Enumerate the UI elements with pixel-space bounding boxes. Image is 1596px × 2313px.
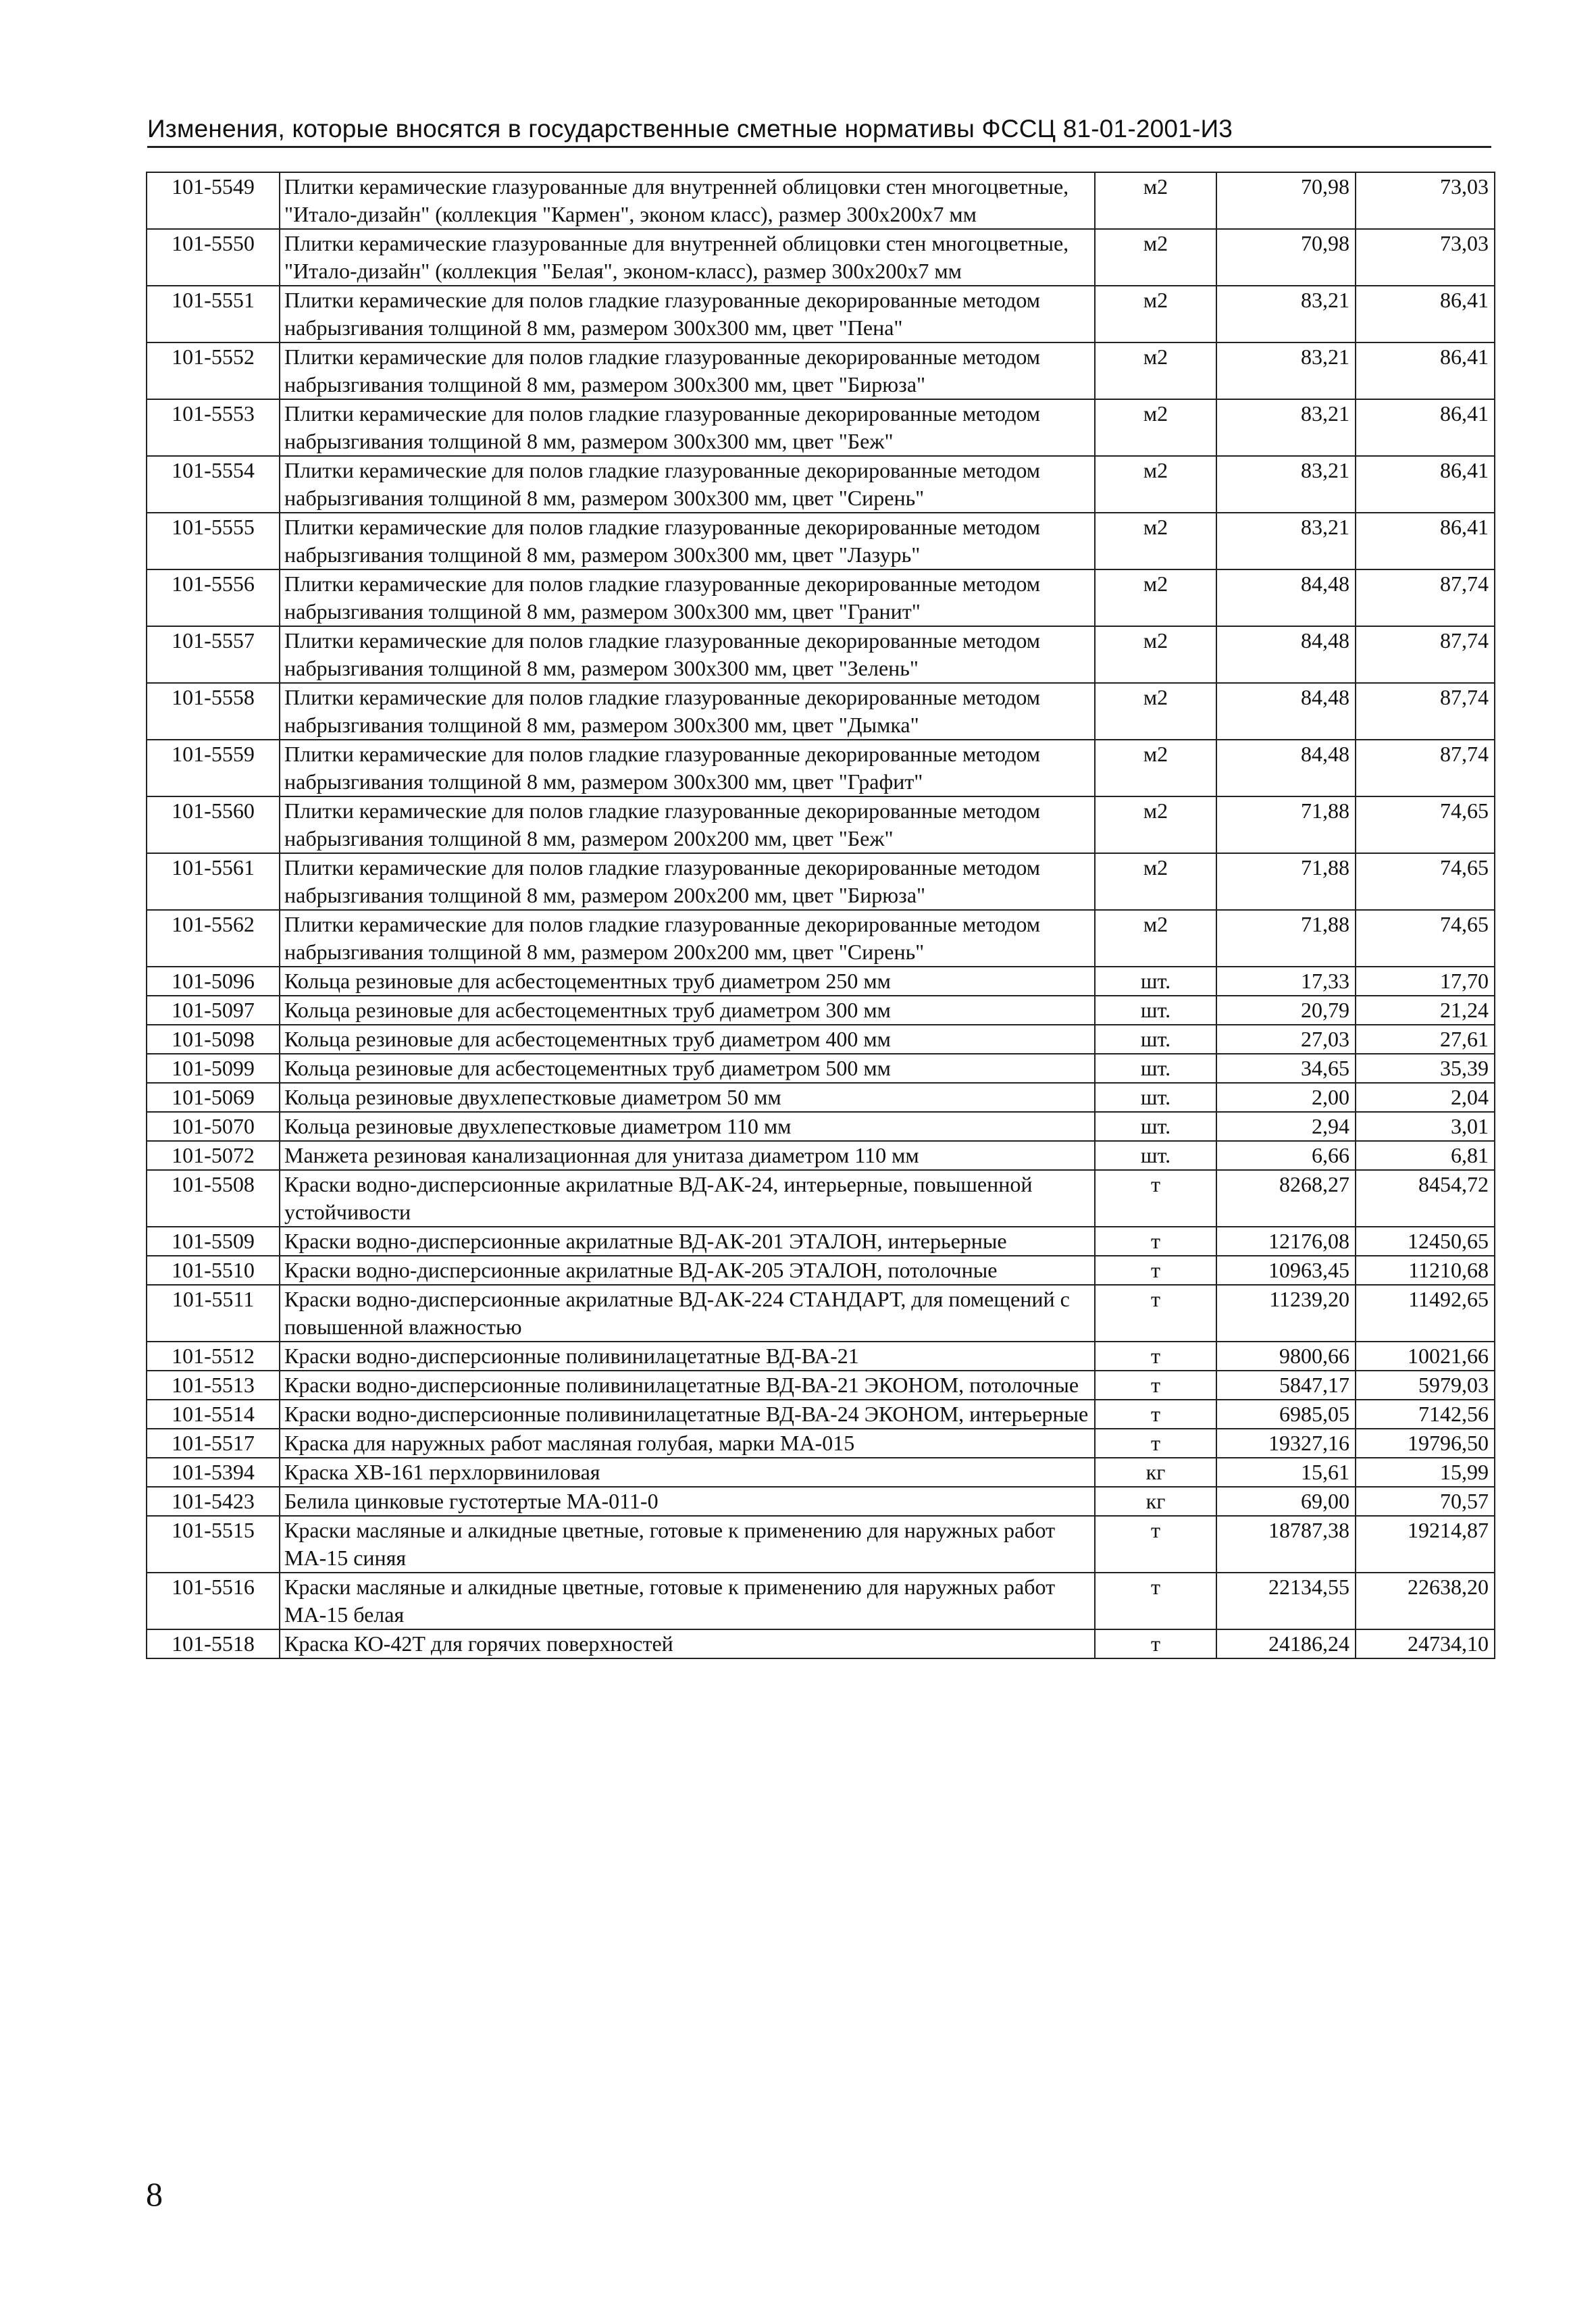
table-row xyxy=(147,1083,1495,1112)
item-unit: т xyxy=(1095,1371,1216,1400)
table-row xyxy=(147,229,1495,286)
item-name: Плитки керамические глазурованные для внутренней облицовки стен многоцветные, "Итало-дизайн" (коллекция "Кармен", эконом класс), размер 300x200x7 мм xyxy=(280,172,1095,229)
item-code: 101-5423 xyxy=(147,1487,280,1516)
item-price-2: 19796,50 xyxy=(1356,1429,1495,1458)
item-price-2: 35,39 xyxy=(1356,1054,1495,1083)
item-price-2: 12450,65 xyxy=(1356,1227,1495,1256)
item-code: 101-5552 xyxy=(147,342,280,399)
table-row xyxy=(147,1629,1495,1658)
item-price-2: 87,74 xyxy=(1356,626,1495,683)
item-price-1: 71,88 xyxy=(1216,910,1356,967)
item-price-1: 6,66 xyxy=(1216,1141,1356,1170)
page-number: 8 xyxy=(146,2175,163,2213)
item-price-1: 22134,55 xyxy=(1216,1573,1356,1629)
item-name: Кольца резиновые двухлепестковые диаметром 50 мм xyxy=(280,1083,1095,1112)
item-name: Краска КО-42Т для горячих поверхностей xyxy=(280,1629,1095,1658)
item-code: 101-5510 xyxy=(147,1256,280,1285)
item-unit: шт. xyxy=(1095,1025,1216,1054)
item-unit: т xyxy=(1095,1170,1216,1227)
item-unit: м2 xyxy=(1095,456,1216,513)
item-price-1: 5847,17 xyxy=(1216,1371,1356,1400)
item-price-2: 74,65 xyxy=(1356,910,1495,967)
item-price-1: 15,61 xyxy=(1216,1458,1356,1487)
item-price-1: 34,65 xyxy=(1216,1054,1356,1083)
table-row xyxy=(147,1112,1495,1141)
item-name: Кольца резиновые для асбестоцементных труб диаметром 400 мм xyxy=(280,1025,1095,1054)
item-unit: м2 xyxy=(1095,569,1216,626)
item-code: 101-5516 xyxy=(147,1573,280,1629)
item-code: 101-5561 xyxy=(147,853,280,910)
item-name: Краски водно-дисперсионные поливинилацетатные ВД-ВА-21 ЭКОНОМ, потолочные xyxy=(280,1371,1095,1400)
table-row xyxy=(147,172,1495,229)
item-price-2: 22638,20 xyxy=(1356,1573,1495,1629)
item-unit: м2 xyxy=(1095,740,1216,796)
item-price-2: 17,70 xyxy=(1356,967,1495,996)
item-code: 101-5557 xyxy=(147,626,280,683)
item-unit: т xyxy=(1095,1516,1216,1573)
item-unit: шт. xyxy=(1095,1083,1216,1112)
item-price-1: 84,48 xyxy=(1216,740,1356,796)
table-row xyxy=(147,626,1495,683)
item-unit: шт. xyxy=(1095,967,1216,996)
table-row xyxy=(147,1400,1495,1429)
item-unit: т xyxy=(1095,1256,1216,1285)
table-body xyxy=(147,172,1495,1658)
item-code: 101-5512 xyxy=(147,1342,280,1371)
item-unit: т xyxy=(1095,1342,1216,1371)
item-unit: т xyxy=(1095,1429,1216,1458)
item-price-2: 6,81 xyxy=(1356,1141,1495,1170)
item-name: Плитки керамические для полов гладкие глазурованные декорированные методом набрызгивания толщиной 8 мм, размером 200x200 мм, цвет "Беж" xyxy=(280,796,1095,853)
item-code: 101-5072 xyxy=(147,1141,280,1170)
item-price-2: 11492,65 xyxy=(1356,1285,1495,1342)
item-price-1: 84,48 xyxy=(1216,626,1356,683)
item-price-1: 84,48 xyxy=(1216,569,1356,626)
item-price-1: 83,21 xyxy=(1216,286,1356,342)
item-price-1: 12176,08 xyxy=(1216,1227,1356,1256)
item-name: Белила цинковые густотертые МА-011-0 xyxy=(280,1487,1095,1516)
item-code: 101-5551 xyxy=(147,286,280,342)
item-code: 101-5560 xyxy=(147,796,280,853)
table-row xyxy=(147,1227,1495,1256)
item-price-2: 74,65 xyxy=(1356,796,1495,853)
item-price-2: 87,74 xyxy=(1356,740,1495,796)
item-price-2: 21,24 xyxy=(1356,996,1495,1025)
item-price-2: 86,41 xyxy=(1356,513,1495,569)
item-price-1: 18787,38 xyxy=(1216,1516,1356,1573)
item-code: 101-5097 xyxy=(147,996,280,1025)
item-code: 101-5555 xyxy=(147,513,280,569)
item-unit: т xyxy=(1095,1285,1216,1342)
item-price-2: 87,74 xyxy=(1356,569,1495,626)
item-unit: м2 xyxy=(1095,910,1216,967)
table-row xyxy=(147,740,1495,796)
item-price-1: 10963,45 xyxy=(1216,1256,1356,1285)
item-name: Кольца резиновые для асбестоцементных труб диаметром 500 мм xyxy=(280,1054,1095,1083)
item-price-2: 10021,66 xyxy=(1356,1342,1495,1371)
table-row xyxy=(147,996,1495,1025)
item-unit: м2 xyxy=(1095,229,1216,286)
item-name: Краски масляные и алкидные цветные, готовые к применению для наружных работ МА-15 белая xyxy=(280,1573,1095,1629)
item-code: 101-5070 xyxy=(147,1112,280,1141)
item-price-2: 74,65 xyxy=(1356,853,1495,910)
item-price-1: 70,98 xyxy=(1216,172,1356,229)
item-price-2: 2,04 xyxy=(1356,1083,1495,1112)
item-code: 101-5096 xyxy=(147,967,280,996)
item-price-1: 70,98 xyxy=(1216,229,1356,286)
item-unit: м2 xyxy=(1095,399,1216,456)
item-name: Краски масляные и алкидные цветные, готовые к применению для наружных работ МА-15 синяя xyxy=(280,1516,1095,1573)
item-code: 101-5558 xyxy=(147,683,280,740)
page-header xyxy=(147,113,1491,148)
item-unit: шт. xyxy=(1095,1112,1216,1141)
item-price-2: 73,03 xyxy=(1356,229,1495,286)
table-row xyxy=(147,286,1495,342)
table-row xyxy=(147,1371,1495,1400)
item-name: Плитки керамические для полов гладкие глазурованные декорированные методом набрызгивания толщиной 8 мм, размером 300x300 мм, цвет "Лазурь" xyxy=(280,513,1095,569)
item-name: Краски водно-дисперсионные акрилатные ВД-АК-205 ЭТАЛОН, потолочные xyxy=(280,1256,1095,1285)
item-price-1: 83,21 xyxy=(1216,456,1356,513)
item-name: Плитки керамические для полов гладкие глазурованные декорированные методом набрызгивания толщиной 8 мм, размером 200x200 мм, цвет "Бирюза" xyxy=(280,853,1095,910)
item-name: Плитки керамические для полов гладкие глазурованные декорированные методом набрызгивания толщиной 8 мм, размером 300x300 мм, цвет "Пена" xyxy=(280,286,1095,342)
table-row xyxy=(147,1487,1495,1516)
item-unit: м2 xyxy=(1095,172,1216,229)
item-unit: шт. xyxy=(1095,1054,1216,1083)
item-price-1: 83,21 xyxy=(1216,342,1356,399)
item-code: 101-5099 xyxy=(147,1054,280,1083)
item-price-1: 2,94 xyxy=(1216,1112,1356,1141)
item-unit: шт. xyxy=(1095,996,1216,1025)
item-price-2: 86,41 xyxy=(1356,456,1495,513)
table-row xyxy=(147,1256,1495,1285)
item-code: 101-5550 xyxy=(147,229,280,286)
item-unit: м2 xyxy=(1095,342,1216,399)
item-price-1: 19327,16 xyxy=(1216,1429,1356,1458)
item-name: Плитки керамические для полов гладкие глазурованные декорированные методом набрызгивания толщиной 8 мм, размером 300x300 мм, цвет "Дымка" xyxy=(280,683,1095,740)
table-row xyxy=(147,399,1495,456)
item-unit: м2 xyxy=(1095,853,1216,910)
item-code: 101-5554 xyxy=(147,456,280,513)
table-row xyxy=(147,569,1495,626)
table-row xyxy=(147,1573,1495,1629)
item-price-1: 9800,66 xyxy=(1216,1342,1356,1371)
item-price-2: 27,61 xyxy=(1356,1025,1495,1054)
item-unit: м2 xyxy=(1095,286,1216,342)
item-price-1: 83,21 xyxy=(1216,399,1356,456)
item-name: Плитки керамические для полов гладкие глазурованные декорированные методом набрызгивания толщиной 8 мм, размером 200x200 мм, цвет "Сирень" xyxy=(280,910,1095,967)
item-unit: м2 xyxy=(1095,513,1216,569)
item-price-2: 86,41 xyxy=(1356,399,1495,456)
item-name: Краска ХВ-161 перхлорвиниловая xyxy=(280,1458,1095,1487)
item-price-2: 19214,87 xyxy=(1356,1516,1495,1573)
item-price-1: 69,00 xyxy=(1216,1487,1356,1516)
item-name: Плитки керамические для полов гладкие глазурованные декорированные методом набрызгивания толщиной 8 мм, размером 300x300 мм, цвет "Гранит" xyxy=(280,569,1095,626)
item-name: Плитки керамические для полов гладкие глазурованные декорированные методом набрызгивания толщиной 8 мм, размером 300x300 мм, цвет "Графит" xyxy=(280,740,1095,796)
item-code: 101-5517 xyxy=(147,1429,280,1458)
item-price-1: 11239,20 xyxy=(1216,1285,1356,1342)
item-price-1: 6985,05 xyxy=(1216,1400,1356,1429)
item-name: Краски водно-дисперсионные поливинилацетатные ВД-ВА-24 ЭКОНОМ, интерьерные xyxy=(280,1400,1095,1429)
item-unit: кг xyxy=(1095,1487,1216,1516)
table-row xyxy=(147,1516,1495,1573)
item-name: Краски водно-дисперсионные акрилатные ВД-АК-224 СТАНДАРТ, для помещений с повышенной влажностью xyxy=(280,1285,1095,1342)
item-name: Плитки керамические для полов гладкие глазурованные декорированные методом набрызгивания толщиной 8 мм, размером 300x300 мм, цвет "Бирюза" xyxy=(280,342,1095,399)
table-row xyxy=(147,1342,1495,1371)
item-code: 101-5553 xyxy=(147,399,280,456)
item-name: Плитки керамические глазурованные для внутренней облицовки стен многоцветные, "Итало-дизайн" (коллекция "Белая", эконом-класс), размер 300x200x7 мм xyxy=(280,229,1095,286)
item-price-2: 7142,56 xyxy=(1356,1400,1495,1429)
table-row xyxy=(147,853,1495,910)
table-row xyxy=(147,683,1495,740)
item-price-2: 15,99 xyxy=(1356,1458,1495,1487)
item-name: Плитки керамические для полов гладкие глазурованные декорированные методом набрызгивания толщиной 8 мм, размером 300x300 мм, цвет "Зелень" xyxy=(280,626,1095,683)
item-code: 101-5556 xyxy=(147,569,280,626)
table-row xyxy=(147,1141,1495,1170)
table-row xyxy=(147,910,1495,967)
table-row xyxy=(147,1458,1495,1487)
item-name: Манжета резиновая канализационная для унитаза диаметром 110 мм xyxy=(280,1141,1095,1170)
item-name: Краски водно-дисперсионные акрилатные ВД-АК-24, интерьерные, повышенной устойчивости xyxy=(280,1170,1095,1227)
table-row xyxy=(147,1025,1495,1054)
item-code: 101-5549 xyxy=(147,172,280,229)
table-row xyxy=(147,1170,1495,1227)
item-code: 101-5511 xyxy=(147,1285,280,1342)
table-row xyxy=(147,342,1495,399)
item-price-2: 24734,10 xyxy=(1356,1629,1495,1658)
item-code: 101-5513 xyxy=(147,1371,280,1400)
price-table xyxy=(146,172,1495,1659)
item-name: Плитки керамические для полов гладкие глазурованные декорированные методом набрызгивания толщиной 8 мм, размером 300x300 мм, цвет "Беж" xyxy=(280,399,1095,456)
table-row xyxy=(147,513,1495,569)
item-unit: шт. xyxy=(1095,1141,1216,1170)
item-name: Краска для наружных работ масляная голубая, марки МА-015 xyxy=(280,1429,1095,1458)
table-row xyxy=(147,967,1495,996)
item-price-1: 20,79 xyxy=(1216,996,1356,1025)
item-name: Кольца резиновые двухлепестковые диаметром 110 мм xyxy=(280,1112,1095,1141)
item-price-1: 24186,24 xyxy=(1216,1629,1356,1658)
item-unit: м2 xyxy=(1095,796,1216,853)
item-price-1: 83,21 xyxy=(1216,513,1356,569)
item-name: Кольца резиновые для асбестоцементных труб диаметром 300 мм xyxy=(280,996,1095,1025)
item-price-2: 86,41 xyxy=(1356,286,1495,342)
item-unit: т xyxy=(1095,1400,1216,1429)
item-price-2: 70,57 xyxy=(1356,1487,1495,1516)
item-name: Плитки керамические для полов гладкие глазурованные декорированные методом набрызгивания толщиной 8 мм, размером 300x300 мм, цвет "Сирень" xyxy=(280,456,1095,513)
item-code: 101-5509 xyxy=(147,1227,280,1256)
item-price-1: 8268,27 xyxy=(1216,1170,1356,1227)
item-price-1: 71,88 xyxy=(1216,853,1356,910)
item-code: 101-5069 xyxy=(147,1083,280,1112)
item-price-2: 87,74 xyxy=(1356,683,1495,740)
item-price-1: 84,48 xyxy=(1216,683,1356,740)
item-price-2: 8454,72 xyxy=(1356,1170,1495,1227)
item-price-1: 27,03 xyxy=(1216,1025,1356,1054)
item-name: Кольца резиновые для асбестоцементных труб диаметром 250 мм xyxy=(280,967,1095,996)
item-code: 101-5508 xyxy=(147,1170,280,1227)
item-unit: кг xyxy=(1095,1458,1216,1487)
item-code: 101-5514 xyxy=(147,1400,280,1429)
item-unit: т xyxy=(1095,1573,1216,1629)
item-unit: т xyxy=(1095,1227,1216,1256)
page-title: Изменения, которые вносятся в государственные сметные нормативы ФССЦ 81-01-2001-И3 xyxy=(147,115,1233,143)
item-price-2: 86,41 xyxy=(1356,342,1495,399)
item-code: 101-5394 xyxy=(147,1458,280,1487)
item-price-1: 17,33 xyxy=(1216,967,1356,996)
table-row xyxy=(147,1285,1495,1342)
item-name: Краски водно-дисперсионные акрилатные ВД-АК-201 ЭТАЛОН, интерьерные xyxy=(280,1227,1095,1256)
table-row xyxy=(147,1429,1495,1458)
table-row xyxy=(147,796,1495,853)
item-price-2: 11210,68 xyxy=(1356,1256,1495,1285)
item-code: 101-5518 xyxy=(147,1629,280,1658)
table-row xyxy=(147,1054,1495,1083)
item-price-1: 2,00 xyxy=(1216,1083,1356,1112)
item-code: 101-5562 xyxy=(147,910,280,967)
item-price-2: 5979,03 xyxy=(1356,1371,1495,1400)
item-price-2: 3,01 xyxy=(1356,1112,1495,1141)
table-row xyxy=(147,456,1495,513)
item-price-1: 71,88 xyxy=(1216,796,1356,853)
item-code: 101-5559 xyxy=(147,740,280,796)
item-unit: т xyxy=(1095,1629,1216,1658)
item-code: 101-5515 xyxy=(147,1516,280,1573)
item-price-2: 73,03 xyxy=(1356,172,1495,229)
item-name: Краски водно-дисперсионные поливинилацетатные ВД-ВА-21 xyxy=(280,1342,1095,1371)
item-unit: м2 xyxy=(1095,683,1216,740)
item-code: 101-5098 xyxy=(147,1025,280,1054)
item-unit: м2 xyxy=(1095,626,1216,683)
